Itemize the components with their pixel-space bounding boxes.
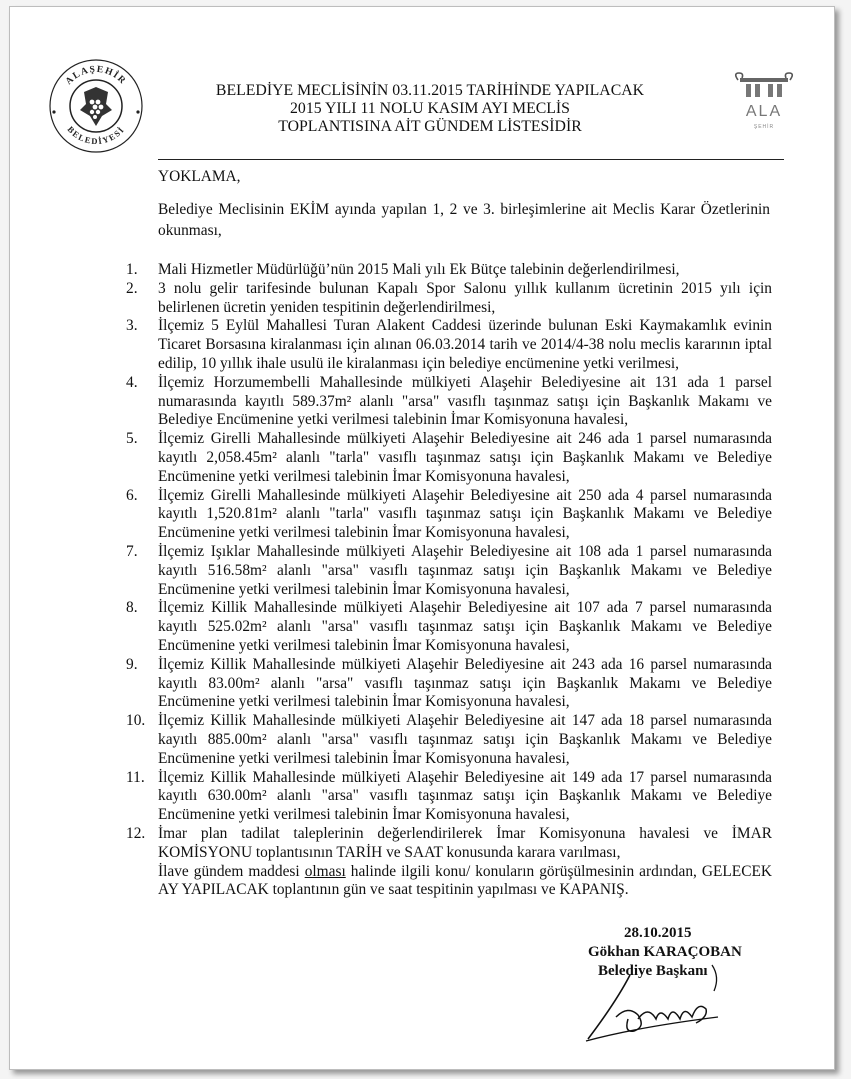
item-text: 3 nolu gelir tarifesinde bulunan Kapalı Spor Salonu yıllık kullanım ücretinin 2015 yılı için belirlenen ücretin yeniden tespitinin değerlendirilmesi, [158, 279, 772, 316]
title-line-1: BELEDİYE MECLİSİNİN 03.11.2015 TARİHİNDE YAPILACAK [215, 82, 645, 99]
agenda-item [126, 543, 772, 599]
agenda-item [126, 769, 772, 825]
svg-text:ŞEHİR: ŞEHİR [753, 124, 775, 130]
handwritten-signature [568, 957, 738, 1052]
agenda-item [126, 712, 772, 768]
item-text: İmar plan tadilat taleplerinin değerlendirilerek İmar Komisyonuna havalesi ve İMAR KOMİSYONU toplantısının TARİH ve SAAT konusunda karara varılması, [158, 824, 772, 861]
roll-call-heading: YOKLAMA, [158, 168, 241, 185]
signature-date: 28.10.2015 [624, 925, 692, 941]
closing-text-2: halinde ilgili konu/ konuların görüşülmesinin ardından, GELECEK AY YAPILACAK toplantının gün ve saat tespitinin yapılması ve KAPANIŞ. [158, 862, 772, 899]
item-number: 7. [126, 542, 138, 560]
title-line-2: 2015 YILI 11 NOLU KASIM AYI MECLİS [290, 100, 570, 117]
item-text: İlçemiz 5 Eylül Mahallesi Turan Alakent Caddesi üzerinde bulunan Eski Kaymakamlık evinin Ticaret Borsasına kiralanması için alınan 06.03.2014 tarih ve 2014/4-38 nolu meclis kararının iptal edilip, 10 yıllık ihale usulü ile kiralanması için belediye encümenine yetki verilmesi, [158, 317, 772, 372]
agenda-item [126, 261, 772, 280]
municipality-seal [46, 54, 146, 154]
item-text: İlçemiz Girelli Mahallesinde mülkiyeti Alaşehir Belediyesine ait 250 ada 4 parsel numarasında kayıtlı 1,520.81m² alanlı "tarla" vasıflı taşınmaz satışı için Başkanlık Makamı ve Belediye Encümenine yetki verilmesi talebinin İmar Komisyonuna havalesi, [158, 486, 772, 542]
agenda-list [126, 261, 772, 900]
item-number: 12. [126, 824, 146, 842]
closing-text-1: İlave gündem maddesi [158, 862, 305, 880]
item-number: 10. [126, 712, 146, 730]
closing-paragraph [158, 863, 772, 901]
svg-text:BELEDİYESİ: BELEDİYESİ [65, 124, 127, 147]
item-number: 5. [126, 430, 138, 448]
ala-logo [728, 71, 800, 133]
item-number: 8. [126, 599, 138, 617]
signatory-name: Gökhan KARAÇOBAN [588, 944, 742, 960]
agenda-item [126, 374, 772, 430]
agenda-item [126, 599, 772, 655]
item-number: 4. [126, 373, 138, 391]
agenda-item [126, 656, 772, 712]
title-line-3: TOPLANTISINA AİT GÜNDEM LİSTESİDİR [278, 118, 582, 135]
agenda-item [126, 280, 772, 318]
agenda-item [126, 487, 772, 543]
agenda-item [126, 317, 772, 373]
item-number: 3. [126, 317, 138, 335]
signatory-title: Belediye Başkanı [598, 963, 708, 979]
agenda-item [126, 825, 772, 863]
svg-text:ALA: ALA [745, 103, 783, 120]
document-page [9, 6, 835, 1070]
item-number: 11. [126, 768, 145, 786]
item-number: 1. [126, 261, 138, 278]
item-text: İlçemiz Killik Mahallesinde mülkiyeti Alaşehir Belediyesine ait 149 ada 17 parsel numarasında kayıtlı 630.00m² alanlı "arsa" vasıflı taşınmaz satışı için Başkanlık Makamı ve Belediye Encümenine yetki verilmesi talebinin İmar Komisyonuna havalesi, [158, 768, 772, 824]
item-number: 2. [126, 279, 138, 297]
document-title [160, 82, 700, 136]
item-text: Mali Hizmetler Müdürlüğü’nün 2015 Mali yılı Ek Bütçe talebinin değerlendirilmesi, [158, 261, 680, 278]
header-divider [158, 159, 784, 160]
item-number: 6. [126, 486, 138, 504]
intro-paragraph: Belediye Meclisinin EKİM ayında yapılan 1, 2 ve 3. birleşimlerine ait Meclis Karar Özetlerinin okunması, [158, 201, 770, 239]
item-text: İlçemiz Killik Mahallesinde mülkiyeti Alaşehir Belediyesine ait 107 ada 7 parsel numarasında kayıtlı 525.02m² alanlı "arsa" vasıflı taşınmaz satışı için Başkanlık Makamı ve Belediye Encümenine yetki verilmesi talebinin İmar Komisyonuna havalesi, [158, 599, 772, 654]
svg-text:ALAŞEHİR: ALAŞEHİR [64, 64, 128, 88]
item-text: İlçemiz Killik Mahallesinde mülkiyeti Alaşehir Belediyesine ait 243 ada 16 parsel numarasında kayıtlı 83.00m² alanlı "arsa" vasıflı taşınmaz satışı için Başkanlık Makamı ve Belediye Encümenine yetki verilmesi talebinin İmar Komisyonuna havalesi, [158, 655, 772, 711]
closing-underlined-word: olması [304, 862, 346, 880]
item-text: İlçemiz Girelli Mahallesinde mülkiyeti Alaşehir Belediyesine ait 246 ada 1 parsel numarasında kayıtlı 2,058.45m² alanlı "tarla" vasıflı taşınmaz satışı için Başkanlık Makamı ve Belediye Encümenine yetki verilmesi talebinin İmar Komisyonuna havalesi, [158, 430, 772, 485]
item-text: İlçemiz Işıklar Mahallesinde mülkiyeti Alaşehir Belediyesine ait 108 ada 1 parsel numarasında kayıtlı 516.58m² alanlı "arsa" vasıflı taşınmaz satışı için Başkanlık Makamı ve Belediye Encümenine yetki verilmesi talebinin İmar Komisyonuna havalesi, [158, 542, 772, 598]
agenda-item [126, 430, 772, 486]
item-text: İlçemiz Killik Mahallesinde mülkiyeti Alaşehir Belediyesine ait 147 ada 18 parsel numarasında kayıtlı 885.00m² alanlı "arsa" vasıflı taşınmaz satışı için Başkanlık Makamı ve Belediye Encümenine yetki verilmesi talebinin İmar Komisyonuna havalesi, [158, 712, 772, 767]
item-text: İlçemiz Horzumembelli Mahallesinde mülkiyeti Alaşehir Belediyesine ait 131 ada 1 parsel numarasında kayıtlı 589.37m² alanlı "arsa" vasıflı taşınmaz satışı için Başkanlık Makamı ve Belediye Encümenine yetki verilmesi talebinin İmar Komisyonuna havalesi, [158, 373, 772, 429]
item-number: 9. [126, 655, 138, 673]
